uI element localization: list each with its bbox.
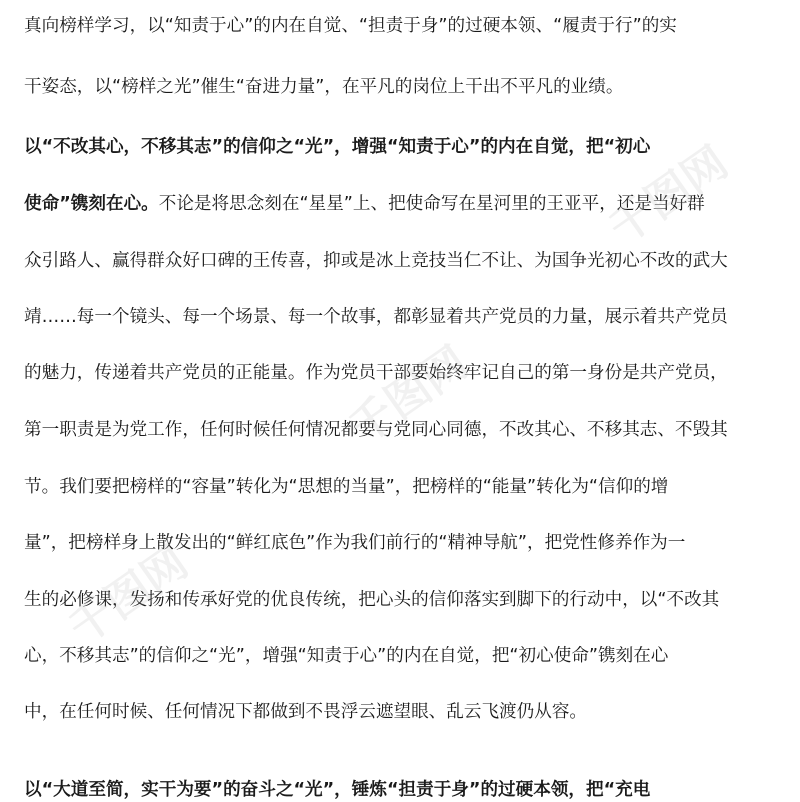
watermark: 千图网 xyxy=(59,536,198,655)
paragraph-2-line-10: 心，不移其志”的信仰之“光”，增强“知责于心”的内在自觉，把“初心使命”镌刻在心 xyxy=(24,646,669,666)
paragraph-2-line-8: 量”，把榜样身上散发出的“鲜红底色”作为我们前行的“精神导航”，把党性修养作为一 xyxy=(24,533,686,553)
paragraph-3-heading-line-1: 以“大道至简，实干为要”的奋斗之“光”，锤炼“担责于身”的过硬本领，把“充电 xyxy=(24,780,651,800)
watermark: 千图网 xyxy=(599,136,738,255)
paragraph-2-line-9: 生的必修课，发扬和传承好党的优良传统，把心头的信仰落实到脚下的行动中，以“不改其 xyxy=(24,590,720,610)
paragraph-2-line-2-text: 不论是将思念刻在“星星”上、把使命写在星河里的王亚平，还是当好群 xyxy=(158,194,705,214)
paragraph-2-line-5: 的魅力，传递着共产党员的正能量。作为党员干部要始终牢记自己的第一身份是共产党员， xyxy=(24,363,728,383)
paragraph-2-heading-line-2: 使命”镌刻在心。 xyxy=(24,194,159,214)
paragraph-2-line-6: 第一职责是为党工作，任何时候任何情况都要与党同心同德，不改其心、不移其志、不毁其 xyxy=(24,420,728,440)
paragraph-2-line-11: 中，在任何时候、任何情况下都做到不畏浮云遮望眼、乱云飞渡仍从容。 xyxy=(24,702,588,722)
paragraph-1-line-1: 真向榜样学习，以“知责于心”的内在自觉、“担责于身”的过硬本领、“履责于行”的实 xyxy=(24,16,677,36)
paragraph-2-heading-line-1: 以“不改其心，不移其志”的信仰之“光”，增强“知责于心”的内在自觉，把“初心 xyxy=(24,137,651,157)
paragraph-2-line-4: 靖……每一个镜头、每一个场景、每一个故事，都彰显着共产党员的力量，展示着共产党员 xyxy=(24,307,728,327)
paragraph-1-line-2: 干姿态，以“榜样之光”催生“奋进力量”，在平凡的岗位上干出不平凡的业绩。 xyxy=(24,77,624,97)
paragraph-2-line-3: 众引路人、赢得群众好口碑的王传喜，抑或是冰上竞技当仁不让、为国争光初心不改的武大 xyxy=(24,251,728,271)
paragraph-2-line-7: 节。我们要把榜样的“容量”转化为“思想的当量”，把榜样的“能量”转化为“信仰的增 xyxy=(24,477,669,497)
paragraph-2-line-2 xyxy=(24,192,784,216)
watermark: 千图网 xyxy=(339,336,478,455)
